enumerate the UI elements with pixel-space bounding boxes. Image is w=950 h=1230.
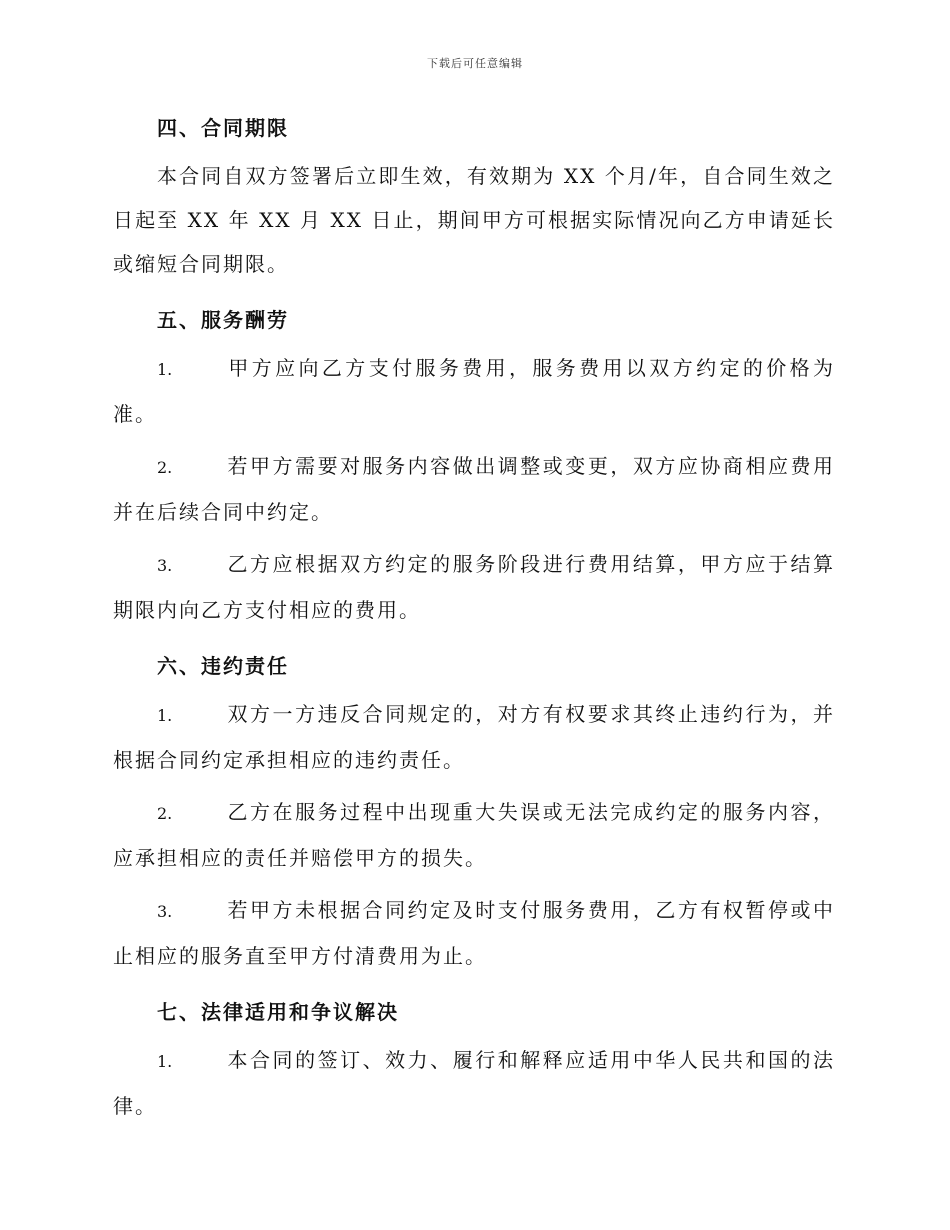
section-heading-law: 七、法律适用和争议解决 (157, 1000, 399, 1024)
list-item-text: 甲方应向乙方支付服务费用，服务费用以双方约定的价格为准。 (113, 356, 835, 426)
list-item-number: 3. (157, 556, 173, 575)
list-item-number: 1. (157, 706, 173, 725)
list-item (113, 346, 835, 436)
list-item (113, 790, 835, 880)
section-heading-term: 四、合同期限 (157, 116, 289, 140)
list-item-text: 若甲方需要对服务内容做出调整或变更，双方应协商相应费用并在后续合同中约定。 (113, 454, 835, 524)
list-item-number: 2. (157, 804, 173, 823)
list-item (113, 888, 835, 978)
list-item-text: 乙方在服务过程中出现重大失误或无法完成约定的服务内容，应承担相应的责任并赔偿甲方的损失。 (113, 800, 835, 870)
list-item (113, 1038, 835, 1128)
section-heading-remuneration: 五、服务酬劳 (157, 308, 289, 332)
list-item (113, 692, 835, 782)
list-item-number: 2. (157, 458, 173, 477)
list-item-number: 1. (157, 1052, 173, 1071)
list-item-text: 若甲方未根据合同约定及时支付服务费用，乙方有权暂停或中止相应的服务直至甲方付清费用为止。 (113, 898, 835, 968)
section-heading-breach: 六、违约责任 (157, 654, 289, 678)
list-item (113, 444, 835, 534)
section-paragraph-term: 本合同自双方签署后立即生效，有效期为 XX 个月/年，自合同生效之日起至 XX 年 XX 月 XX 日止，期间甲方可根据实际情况向乙方申请延长或缩短合同期限。 (113, 164, 835, 276)
list-item-text: 本合同的签订、效力、履行和解释应适用中华人民共和国的法律。 (113, 1048, 835, 1118)
list-item-number: 3. (157, 902, 173, 921)
list-item-text: 双方一方违反合同规定的，对方有权要求其终止违约行为，并根据合同约定承担相应的违约责任。 (113, 702, 835, 772)
page-header: 下载后可任意编辑 (427, 57, 523, 70)
list-item-text: 乙方应根据双方约定的服务阶段进行费用结算，甲方应于结算期限内向乙方支付相应的费用。 (113, 552, 835, 622)
document-body (113, 110, 835, 1128)
list-item (113, 542, 835, 632)
list-item-number: 1. (157, 360, 173, 379)
